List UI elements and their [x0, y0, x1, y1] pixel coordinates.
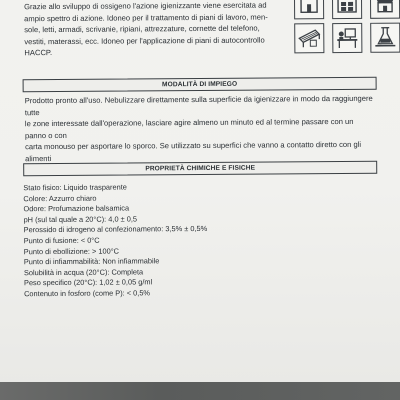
- intro-line: HACCP.: [24, 48, 53, 58]
- property-row: Perossido di idrogeno al confezionamento: 3,5% ± 0,5%: [23, 224, 208, 235]
- usage-icons-grid: [294, 0, 400, 55]
- intro-line: vestiti, materassi, ecc. Idoneo per l'applicazione di piani di autocontrollo: [24, 35, 265, 47]
- property-row: pH (sul tal quale a 20°C): 4,0 ± 0,5: [23, 214, 138, 225]
- shop-icon: [332, 0, 362, 19]
- building-icon: [294, 0, 324, 19]
- laboratory-icon: [370, 23, 400, 53]
- background-surface: [0, 382, 400, 400]
- property-row: Solubilità in acqua (20°C): Completa: [23, 267, 144, 277]
- intro-line: Grazie allo sviluppo di ossigeno l'azione igienizzante viene esercitata ad: [24, 0, 267, 12]
- property-row: Punto di fusione: < 0°C: [23, 235, 100, 246]
- usage-line: le zone interessate dall'operazione, lasciare agire almeno un minuto ed al termine passare con un panno o con: [24, 117, 354, 141]
- property-row: Punto di infiammabilità: Non infiammabile: [23, 256, 160, 267]
- intro-line: sole, letti, armadi, scrivanie, ripiani, attrezzature, cornette del telefono,: [24, 23, 260, 35]
- property-row: Contenuto in fosforo (come P): < 0,5%: [24, 288, 151, 299]
- property-row: Colore: Azzurro chiaro: [23, 193, 97, 203]
- property-row: Stato fisico: Liquido trasparente: [23, 182, 127, 193]
- office-desk-icon: [332, 23, 362, 53]
- properties-section-header: PROPRIETÀ CHIMICHE E FISICHE: [23, 161, 377, 176]
- property-row: Peso specifico (20°C): 1,02 ± 0,05 g/ml: [23, 277, 153, 288]
- usage-line: carta monouso per asportare lo sporco. Se utilizzato su superfici che vanno a contatto diretto con gli alimenti: [25, 140, 362, 164]
- usage-line: Prodotto pronto all'uso. Nebulizzare direttamente sulla superficie da igienizzare in modo da raggiungere tutte: [24, 93, 373, 117]
- intro-line: ampio spettro di azione. Idoneo per il trattamento di piani di lavoro, men-: [24, 12, 268, 23]
- property-row: Odore: Profumazione balsamica: [23, 203, 130, 214]
- intro-paragraph: [24, 0, 282, 59]
- usage-section-header: MODALITÀ DI IMPIEGO: [23, 77, 377, 92]
- properties-list: [23, 181, 324, 300]
- store-icon: [370, 0, 400, 19]
- kitchen-surface-icon: [294, 23, 324, 53]
- property-row: Punto di ebollizione: > 100°C: [23, 246, 120, 256]
